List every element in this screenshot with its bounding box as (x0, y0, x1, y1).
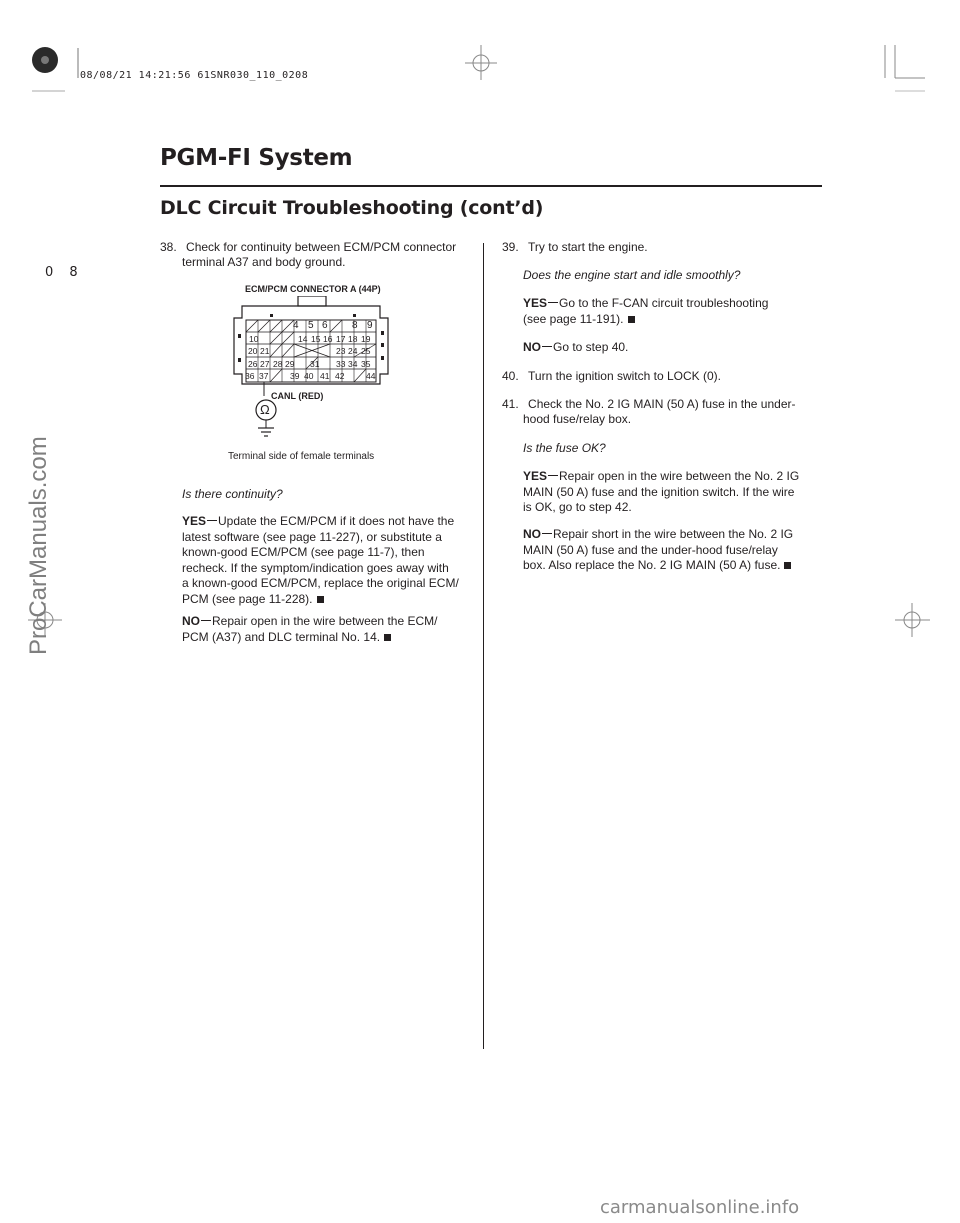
dash-mark (548, 475, 558, 476)
dash-mark (207, 520, 217, 521)
yes-line-2: latest software (see page 11-227), or substitute a (182, 529, 442, 544)
yes-label: YES (523, 469, 548, 483)
pin-21: 21 (260, 346, 270, 356)
step-number: 41. (502, 397, 519, 411)
yes-line-4: recheck. If the symptom/indication goes away with (182, 560, 449, 575)
yes-line-1: Repair open in the wire between the No. 2 IG (559, 469, 800, 483)
connector-label: ECM/PCM CONNECTOR A (44P) (245, 284, 381, 294)
pin-34: 34 (348, 359, 358, 369)
step-text: Try to start the engine. (528, 240, 648, 254)
step-text: Check the No. 2 IG MAIN (50 A) fuse in the under- (528, 397, 796, 411)
pin-24: 24 (348, 346, 358, 356)
pin-14: 14 (298, 334, 308, 344)
watermark-bottom: carmanualsonline.info (600, 1197, 800, 1218)
pin-37: 37 (259, 371, 269, 381)
yes-label: YES (523, 296, 548, 310)
pin-33: 33 (336, 359, 346, 369)
pin-25: 25 (361, 346, 371, 356)
yes-line-3: is OK, go to step 42. (523, 500, 632, 515)
pin-41: 41 (320, 371, 330, 381)
pin-20: 20 (248, 346, 258, 356)
dash-mark (548, 302, 558, 303)
dash-mark (542, 346, 552, 347)
yes-label: YES (182, 514, 207, 528)
pin-19: 19 (361, 334, 371, 344)
pin-10: 10 (249, 334, 259, 344)
pin-28: 28 (273, 359, 283, 369)
yes-line-6: PCM (see page 11-228). (182, 591, 313, 606)
side-mark: 0 8 (45, 265, 84, 280)
no-38 (182, 614, 437, 645)
pin-44: 44 (366, 371, 376, 381)
page-title: PGM-FI System (160, 145, 353, 171)
pin-23: 23 (336, 346, 346, 356)
no-line-1: Repair short in the wire between the No. 2 IG (553, 527, 794, 541)
step-text: Check for continuity between ECM/PCM connector (186, 240, 457, 254)
print-stamp: 08/08/21 14:21:56 61SNR030_110_0208 (80, 70, 309, 81)
yes-39 (523, 296, 768, 327)
end-square-icon (784, 562, 791, 569)
end-square-icon (384, 634, 391, 641)
pin-36: 36 (245, 371, 255, 381)
yes-line-1: Update the ECM/PCM if it does not have the (218, 514, 455, 528)
pin-9: 9 (367, 320, 373, 331)
no-line-2: MAIN (50 A) fuse and the under-hood fuse/relay (523, 542, 778, 557)
pin-39: 39 (290, 371, 300, 381)
yes-line-1: Go to the F-CAN circuit troubleshooting (559, 296, 769, 310)
pin-5: 5 (308, 320, 314, 331)
pin-29: 29 (285, 359, 295, 369)
step-41-line2: hood fuse/relay box. (523, 412, 632, 426)
question-39: Does the engine start and idle smoothly? (523, 268, 741, 282)
dash-mark (542, 533, 552, 534)
pin-6: 6 (322, 320, 328, 331)
no-line-3: box. Also replace the No. 2 IG MAIN (50 A) fuse. (523, 558, 781, 573)
yes-line-5: a known-good ECM/PCM, replace the original ECM/ (182, 576, 459, 591)
step-41 (502, 397, 796, 413)
end-square-icon (628, 316, 635, 323)
no-text: Go to step 40. (553, 340, 629, 354)
watermark-left: ProCarManuals.com (25, 436, 52, 655)
no-41 (523, 527, 793, 574)
no-line-2: PCM (A37) and DLC terminal No. 14. (182, 629, 381, 644)
pin-4: 4 (293, 320, 299, 331)
step-number: 38. (160, 240, 177, 254)
question-38: Is there continuity? (182, 487, 283, 501)
wire-label: CANL (RED) (271, 391, 324, 401)
pin-42: 42 (335, 371, 345, 381)
step-39 (502, 240, 648, 256)
no-39 (523, 340, 628, 356)
no-label: NO (182, 614, 200, 628)
ohmmeter-ground-symbol (250, 395, 290, 445)
yes-line-2: (see page 11-191). (523, 311, 624, 326)
yes-line-3: known-good ECM/PCM (see page 11-7), then (182, 545, 425, 560)
pin-26: 26 (248, 359, 258, 369)
no-label: NO (523, 527, 541, 541)
no-label: NO (523, 340, 541, 354)
step-40 (502, 369, 721, 385)
yes-line-2: MAIN (50 A) fuse and the ignition switch. If the wire (523, 484, 795, 499)
pin-40: 40 (304, 371, 314, 381)
yes-41 (523, 469, 799, 516)
step-number: 39. (502, 240, 519, 254)
ohm-icon: Ω (260, 402, 270, 417)
end-square-icon (317, 596, 324, 603)
pin-27: 27 (260, 359, 270, 369)
column-divider (483, 243, 484, 1049)
pin-15: 15 (311, 334, 321, 344)
section-subtitle: DLC Circuit Troubleshooting (cont’d) (160, 197, 544, 219)
pin-35: 35 (361, 359, 371, 369)
step-text: Turn the ignition switch to LOCK (0). (528, 369, 721, 383)
question-41: Is the fuse OK? (523, 441, 606, 455)
pin-17: 17 (336, 334, 346, 344)
dash-mark (201, 620, 211, 621)
yes-38 (182, 514, 459, 608)
no-line-1: Repair open in the wire between the ECM/ (212, 614, 438, 628)
step-38-line2: terminal A37 and body ground. (182, 255, 346, 269)
step-38 (160, 240, 456, 256)
diagram-caption: Terminal side of female terminals (228, 451, 375, 462)
pin-18: 18 (348, 334, 358, 344)
step-number: 40. (502, 369, 519, 383)
pin-8: 8 (352, 320, 358, 331)
title-rule (160, 185, 822, 187)
pin-16: 16 (323, 334, 333, 344)
pin-31: 31 (310, 359, 320, 369)
